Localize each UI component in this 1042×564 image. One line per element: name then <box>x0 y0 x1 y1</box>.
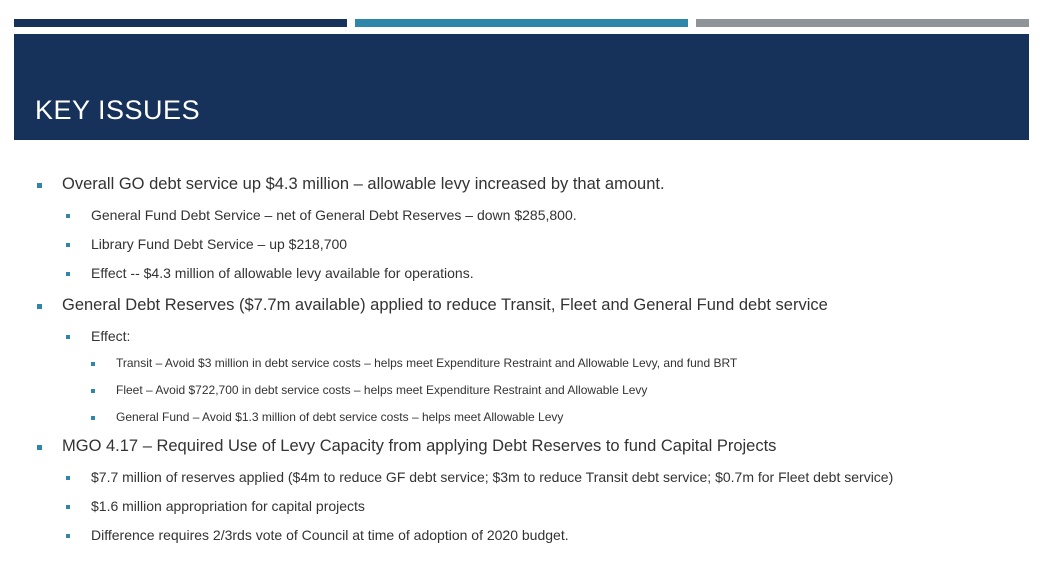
bullet-item-reserves-applied <box>91 469 893 485</box>
bullet-item-library-fund-debt-service <box>91 236 347 252</box>
bullet-item-general-debt-reserves <box>62 296 828 315</box>
square-bullet-icon <box>66 505 70 509</box>
bullet-text: $1.6 million appropriation for capital projects <box>91 498 365 514</box>
bullet-item-transit <box>116 356 737 370</box>
bullet-text: General Fund Debt Service – net of General Debt Reserves – down $285,800. <box>91 207 577 223</box>
bullet-text: Overall GO debt service up $4.3 million – allowable levy increased by that amount. <box>62 175 665 193</box>
square-bullet-icon <box>66 214 70 218</box>
bullet-item-levy-effect <box>91 265 474 281</box>
square-bullet-icon <box>91 362 95 366</box>
square-bullet-icon <box>66 534 70 538</box>
square-bullet-icon <box>37 304 42 309</box>
bullet-text: Library Fund Debt Service – up $218,700 <box>91 236 348 252</box>
bullet-item-general-fund <box>116 410 563 424</box>
square-bullet-icon <box>66 243 70 247</box>
bullet-item-general-fund-debt-service <box>91 207 577 223</box>
square-bullet-icon <box>91 389 95 393</box>
bullet-item-go-debt-service <box>62 175 665 194</box>
bullet-text: Transit – Avoid $3 million in debt service costs – helps meet Expenditure Restraint and Allowable Levy, and fund BRT <box>116 356 738 370</box>
square-bullet-icon <box>37 445 42 450</box>
bullet-text: Effect -- $4.3 million of allowable levy available for operations. <box>91 265 474 281</box>
bullet-text: Effect: <box>91 328 131 344</box>
bullet-item-mgo-417 <box>62 437 776 456</box>
bullet-item-fleet <box>116 383 647 397</box>
bullet-item-effect <box>91 328 130 344</box>
bullet-text: General Debt Reserves ($7.7m available) applied to reduce Transit, Fleet and General Fund debt service <box>62 296 828 314</box>
square-bullet-icon <box>37 183 42 188</box>
square-bullet-icon <box>91 416 95 420</box>
bullet-text: MGO 4.17 – Required Use of Levy Capacity from applying Debt Reserves to fund Capital Projects <box>62 437 777 455</box>
slide-title: KEY ISSUES <box>35 95 201 125</box>
bullet-item-council-vote <box>91 527 569 543</box>
bullet-text: Fleet – Avoid $722,700 in debt service costs – helps meet Expenditure Restraint and Allowable Levy <box>116 383 648 397</box>
bullet-text: Difference requires 2/3rds vote of Council at time of adoption of 2020 budget. <box>91 527 569 543</box>
square-bullet-icon <box>66 272 70 276</box>
bullet-item-capital-appropriation <box>91 498 365 514</box>
square-bullet-icon <box>66 335 70 339</box>
bullet-text: General Fund – Avoid $1.3 million of debt service costs – helps meet Allowable Levy <box>116 410 564 424</box>
square-bullet-icon <box>66 476 70 480</box>
bullet-text: $7.7 million of reserves applied ($4m to reduce GF debt service; $3m to reduce Transit debt service; $0.7m for Fleet debt service) <box>91 469 894 485</box>
